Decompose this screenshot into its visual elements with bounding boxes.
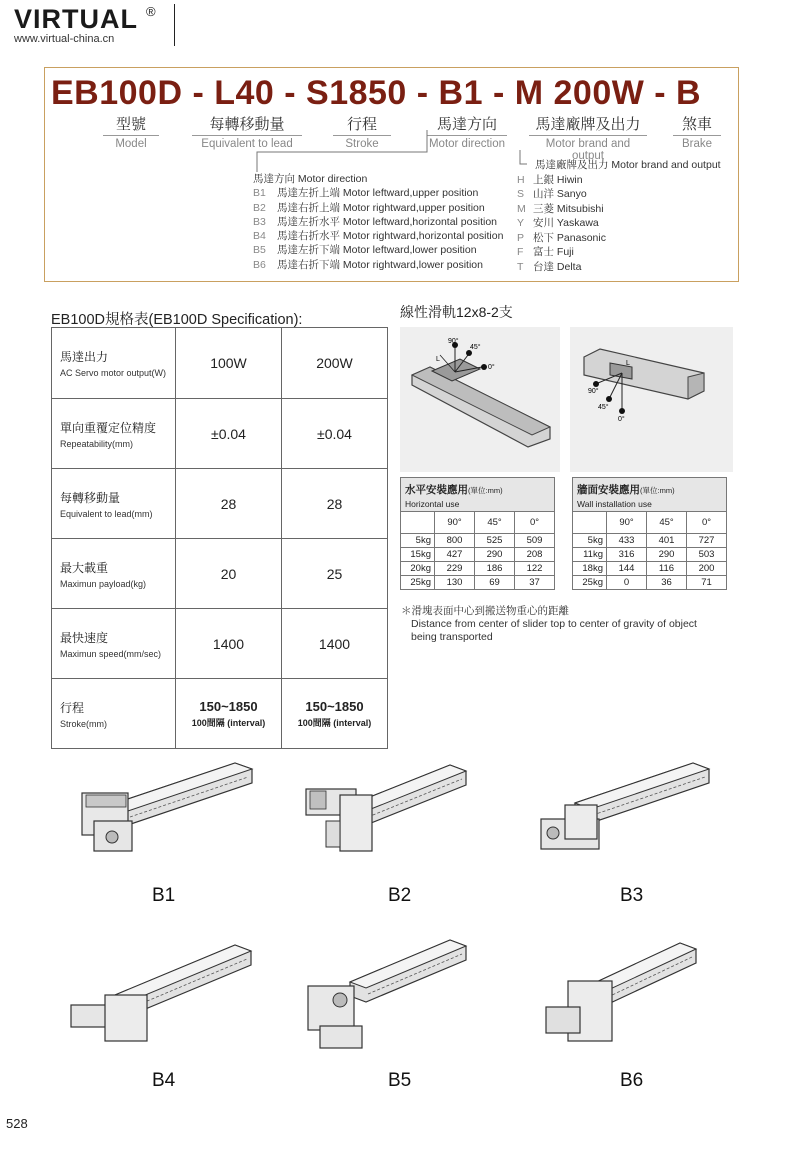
product-b4-illustration — [65, 935, 255, 1050]
spec-title: EB100D規格表(EB100D Specification): — [51, 312, 303, 328]
caption-brake: 煞車 Brake — [673, 113, 721, 150]
spec-row: 最大載重 Maximun payload(kg) 20 25 — [52, 539, 388, 609]
load-table-row: 20kg 229 186 122 — [401, 562, 555, 576]
horizontal-load-table — [400, 477, 555, 590]
horizontal-install-diagram — [400, 327, 560, 472]
brand-url[interactable]: www.virtual-china.cn — [14, 33, 115, 45]
product-b3-label: B3 — [620, 885, 644, 906]
product-b6-illustration — [540, 935, 710, 1050]
direction-item: B4 馬達右折水平 Motor rightward,horizontal position — [253, 230, 504, 243]
motor-brand-list — [517, 158, 721, 274]
angle-45-label: 45° — [470, 344, 481, 351]
wall-install-diagram — [570, 327, 733, 472]
brand-name: VIRTUAL — [14, 4, 138, 34]
caption-stroke: 行程 Stroke — [333, 113, 391, 150]
direction-heading: 馬達方向 Motor direction — [253, 173, 368, 185]
brand-logo — [14, 4, 156, 45]
angle-45-label: 45° — [598, 404, 609, 411]
brand-item: S 山洋 Sanyo — [517, 188, 587, 200]
spec-table — [51, 327, 388, 749]
direction-item: B2 馬達右折上端 Motor rightward,upper position — [253, 201, 485, 214]
product-b2-label: B2 — [388, 885, 412, 906]
load-table-row: 15kg 427 290 208 — [401, 548, 555, 562]
registered-mark: ® — [146, 4, 156, 19]
direction-item: B5 馬達左折下端 Motor leftward,lower position — [253, 244, 477, 257]
brand-item: H 上銀 Hiwin — [517, 173, 583, 186]
motor-direction-list — [253, 172, 503, 272]
caption-motor-direction: 馬達方向 Motor direction — [428, 116, 506, 150]
spec-row: 最快速度 Maximun speed(mm/sec) 1400 1400 — [52, 609, 388, 679]
spec-row: 每轉移動量 Equivalent to lead(mm) 28 28 — [52, 469, 388, 539]
brand-heading: 馬達廠牌及出力 Motor brand and output — [535, 159, 721, 171]
caption-motor-brand: 馬達廠牌及出力 Motor brand and output — [529, 113, 647, 162]
rail-title: 線性滑軌12x8-2支 — [400, 304, 513, 320]
note-en-line1: Distance from center of slider top to center of gravity of object — [411, 618, 697, 630]
angle-90-label: 90° — [588, 388, 599, 395]
brand-item: P 松下 Panasonic — [517, 231, 606, 244]
load-table-note — [401, 605, 697, 644]
spec-row: 行程 Stroke(mm) 150~1850 100間隔 (interval) 150~1850 100間隔 (interval) — [52, 679, 388, 749]
load-table-row: 5kg 433 401 727 — [573, 534, 727, 548]
product-b4-label: B4 — [152, 1070, 176, 1091]
note-en-line2: being transported — [411, 631, 493, 643]
product-b3-illustration — [535, 755, 715, 865]
caption-model: 型號 Model — [103, 113, 159, 150]
wall-load-table — [572, 477, 727, 590]
length-label: L — [626, 360, 630, 367]
horizontal-rail-illustration — [400, 327, 560, 472]
angle-0-label: 0° — [618, 416, 625, 423]
brand-item: M 三菱 Mitsubishi — [517, 202, 604, 215]
load-table-row: 11kg 316 290 503 — [573, 548, 727, 562]
caption-lead: 每轉移動量 Equivalent to lead — [192, 113, 302, 150]
spec-row: 單向重覆定位精度 Repeatability(mm) ±0.04 ±0.04 — [52, 399, 388, 469]
direction-item: B3 馬達左折水平 Motor leftward,horizontal position — [253, 215, 497, 228]
model-code-box — [44, 67, 739, 282]
page-number: 528 — [6, 1116, 28, 1131]
angle-90-label: 90° — [448, 338, 459, 345]
brand-item: T 台達 Delta — [517, 260, 582, 273]
spec-row: 馬達出力 AC Servo motor output(W) 100W 200W — [52, 328, 388, 399]
product-b2-illustration — [300, 755, 470, 865]
load-table-row: 5kg 800 525 509 — [401, 534, 555, 548]
direction-item: B6 馬達右折下端 Motor rightward,lower position — [253, 258, 483, 271]
load-table-row: 18kg 144 116 200 — [573, 562, 727, 576]
header-divider — [174, 4, 175, 46]
note-zh: ＊滑塊表面中心到搬送物重心的距離 — [401, 605, 569, 617]
load-table-header: 90° 45° 0° — [401, 512, 555, 534]
product-b5-illustration — [300, 930, 470, 1055]
load-table-header: 90° 45° 0° — [573, 512, 727, 534]
load-table-caption: 水平安裝應用(單位:mm) Horizontal use — [401, 478, 555, 512]
load-table-caption: 牆面安裝應用(單位:mm) Wall installation use — [573, 478, 727, 512]
load-table-row: 25kg 130 69 37 — [401, 576, 555, 590]
product-b5-label: B5 — [388, 1070, 412, 1091]
direction-item: B1 馬達左折上端 Motor leftward,upper position — [253, 187, 479, 200]
wall-rail-illustration — [570, 327, 733, 472]
model-code-title: EB100D - L40 - S1850 - B1 - M 200W - B — [51, 74, 702, 112]
brand-item: Y 安川 Yaskawa — [517, 217, 599, 229]
load-table-row: 25kg 0 36 71 — [573, 576, 727, 590]
angle-0-label: 0° — [488, 364, 495, 371]
product-b1-illustration — [70, 755, 260, 865]
length-label: L — [436, 356, 440, 363]
brand-item: F 富士 Fuji — [517, 246, 574, 258]
product-b1-label: B1 — [152, 885, 176, 906]
product-b6-label: B6 — [620, 1070, 644, 1091]
